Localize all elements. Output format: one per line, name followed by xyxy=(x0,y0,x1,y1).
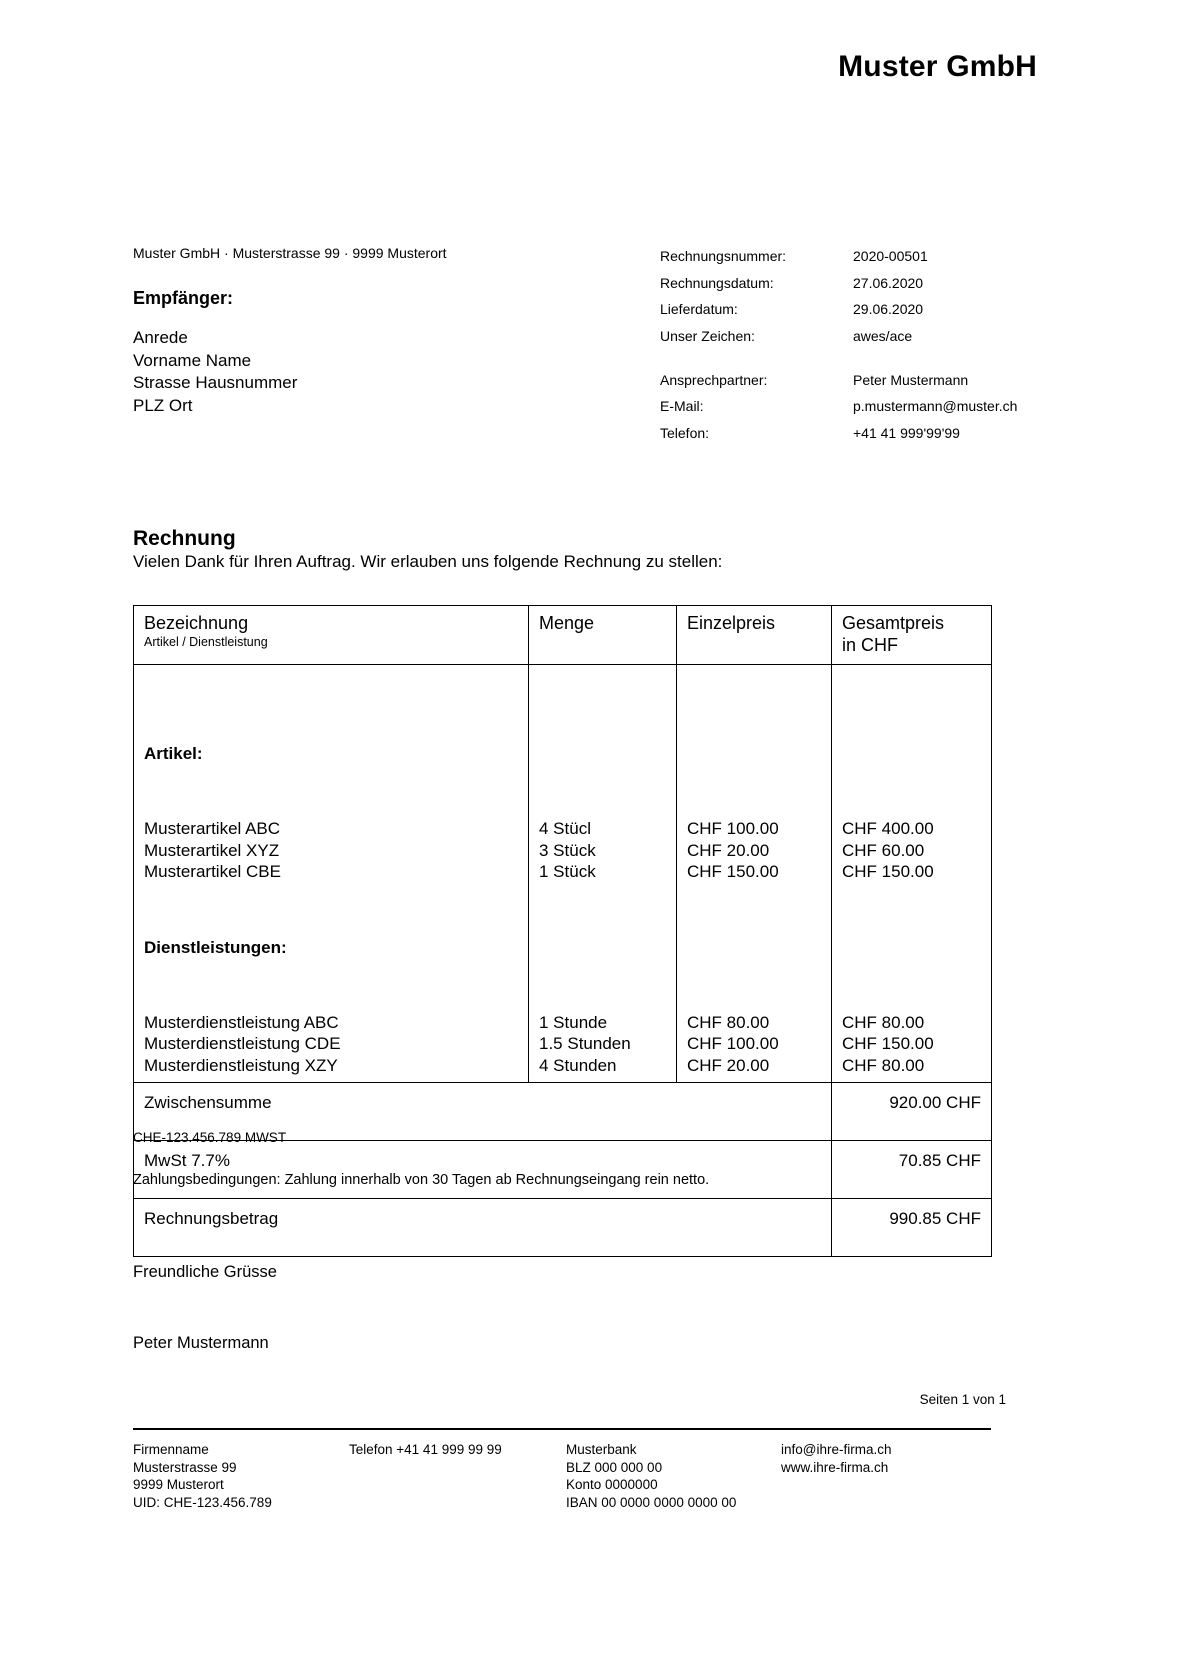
list-item: CHF 100.00 xyxy=(687,1034,779,1053)
footer-company-street: Musterstrasse 99 xyxy=(133,1459,237,1475)
list-item: Musterdienstleistung XZY xyxy=(144,1055,338,1075)
footer-column-contact xyxy=(781,1441,892,1476)
meta-row-reference xyxy=(660,328,1017,372)
payment-terms: Zahlungsbedingungen: Zahlung innerhalb von 30 Tagen ab Rechnungseingang rein netto. xyxy=(133,1172,710,1188)
list-item: 1.5 Stunden xyxy=(539,1034,631,1053)
footer-bank-iban: IBAN 00 0000 0000 0000 00 xyxy=(566,1494,737,1510)
page-counter: Seiten 1 von 1 xyxy=(919,1392,1006,1407)
vat-label: MwSt 7.7% xyxy=(134,1141,832,1199)
meta-row-invoice-number xyxy=(660,248,1017,275)
list-item: CHF 80.00 xyxy=(687,1012,770,1032)
table-header-total: Gesamtpreis in CHF xyxy=(832,606,992,665)
document-title: Rechnung xyxy=(133,527,236,550)
article-unit-prices xyxy=(687,764,823,883)
list-item: Musterartikel CBE xyxy=(144,862,281,881)
meta-label-delivery-date: Lieferdatum: xyxy=(660,301,738,317)
meta-label-phone: Telefon: xyxy=(660,424,710,441)
cell-quantities xyxy=(529,665,677,1083)
cell-line-totals xyxy=(832,665,992,1083)
line-items-table xyxy=(133,605,992,1257)
list-item: CHF 150.00 xyxy=(687,862,779,881)
meta-row-contact xyxy=(660,372,1017,399)
footer-column-company xyxy=(133,1441,272,1511)
total-value: 990.85 CHF xyxy=(832,1199,992,1257)
footer-phone: Telefon +41 41 999 99 99 xyxy=(349,1442,502,1457)
list-item: 1 Stunde xyxy=(539,1012,608,1032)
list-item: CHF 150.00 xyxy=(842,862,934,881)
subtotal-value: 920.00 CHF xyxy=(832,1083,992,1141)
footer-company-uid: UID: CHE-123.456.789 xyxy=(133,1494,272,1510)
sender-address-line: Muster GmbH · Musterstrasse 99 · 9999 Musterort xyxy=(133,245,447,261)
list-item: Musterdienstleistung CDE xyxy=(144,1034,341,1053)
recipient-salutation: Anrede xyxy=(133,328,188,347)
vat-identification-number: CHE-123.456.789 MWST xyxy=(133,1130,287,1145)
list-item: Musterartikel XYZ xyxy=(144,840,280,860)
invoice-meta-block xyxy=(660,248,1017,451)
meta-label-invoice-number: Rechnungsnummer: xyxy=(660,248,787,264)
list-item: CHF 20.00 xyxy=(687,1055,770,1075)
group-label-articles: Artikel: xyxy=(144,744,203,763)
meta-label-contact: Ansprechpartner: xyxy=(660,371,768,388)
recipient-street: Strasse Hausnummer xyxy=(133,373,298,393)
document-intro: Vielen Dank für Ihren Auftrag. Wir erlauben uns folgende Rechnung zu stellen: xyxy=(133,552,723,571)
meta-row-delivery-date xyxy=(660,301,1017,328)
service-unit-prices xyxy=(687,958,823,1077)
article-quantities xyxy=(539,764,668,883)
subtotal-label: Zwischensumme xyxy=(134,1083,832,1141)
list-item: 3 Stück xyxy=(539,840,596,860)
recipient-address xyxy=(133,327,297,417)
list-item: CHF 60.00 xyxy=(842,840,925,860)
article-totals xyxy=(842,764,983,883)
vat-value: 70.85 CHF xyxy=(832,1141,992,1199)
total-row xyxy=(134,1199,992,1257)
list-item: CHF 400.00 xyxy=(842,819,934,838)
meta-label-reference: Unser Zeichen: xyxy=(660,327,755,344)
company-logo: Muster GmbH xyxy=(838,50,1037,83)
meta-row-phone xyxy=(660,425,1017,452)
meta-value-email[interactable]: p.mustermann@muster.ch xyxy=(853,398,1018,414)
meta-value-delivery-date: 29.06.2020 xyxy=(853,301,924,317)
list-item: Musterartikel ABC xyxy=(144,819,281,838)
table-header-description xyxy=(134,606,529,665)
list-item: Musterdienstleistung ABC xyxy=(144,1012,339,1032)
list-item: CHF 80.00 xyxy=(842,1055,925,1075)
table-header-unit-price: Einzelpreis xyxy=(677,606,832,665)
meta-value-phone: +41 41 999'99'99 xyxy=(853,424,960,441)
footer-column-bank xyxy=(566,1441,736,1511)
meta-value-invoice-date: 27.06.2020 xyxy=(853,274,924,291)
cell-descriptions xyxy=(134,665,529,1083)
meta-value-invoice-number: 2020-00501 xyxy=(853,248,928,264)
closing-greeting: Freundliche Grüsse xyxy=(133,1263,277,1281)
footer-website[interactable]: www.ihre-firma.ch xyxy=(781,1459,889,1475)
recipient-heading: Empfänger: xyxy=(133,288,234,308)
meta-label-invoice-date: Rechnungsdatum: xyxy=(660,274,774,291)
table-header-description-main: Bezeichnung xyxy=(144,613,249,633)
meta-row-invoice-date xyxy=(660,275,1017,302)
list-item: 4 Stücl xyxy=(539,819,591,838)
recipient-name: Vorname Name xyxy=(133,350,252,370)
meta-label-email: E-Mail: xyxy=(660,398,704,414)
list-item: CHF 20.00 xyxy=(687,840,770,860)
recipient-city: PLZ Ort xyxy=(133,395,193,415)
footer-bank-blz: BLZ 000 000 00 xyxy=(566,1459,663,1475)
footer-column-phone xyxy=(349,1441,502,1459)
footer-bank-name: Musterbank xyxy=(566,1442,637,1457)
footer-divider xyxy=(133,1428,991,1430)
list-item: CHF 80.00 xyxy=(842,1012,925,1032)
cell-unit-prices xyxy=(677,665,832,1083)
total-label: Rechnungsbetrag xyxy=(134,1199,832,1257)
footer-company-name: Firmenname xyxy=(133,1442,209,1457)
group-label-services: Dienstleistungen: xyxy=(144,937,287,957)
list-item: CHF 150.00 xyxy=(842,1034,934,1053)
footer-email[interactable]: info@ihre-firma.ch xyxy=(781,1442,892,1457)
table-body-row xyxy=(134,665,992,1083)
footer-bank-account: Konto 0000000 xyxy=(566,1477,658,1492)
list-item: CHF 100.00 xyxy=(687,819,779,838)
table-header-row xyxy=(134,606,992,665)
article-descriptions xyxy=(144,764,520,883)
signature-name: Peter Mustermann xyxy=(133,1334,269,1352)
meta-row-email xyxy=(660,398,1017,425)
service-quantities xyxy=(539,958,668,1077)
list-item: 4 Stunden xyxy=(539,1055,617,1075)
table-header-quantity: Menge xyxy=(529,606,677,665)
vat-row xyxy=(134,1141,992,1199)
table-header-description-sub: Artikel / Dienstleistung xyxy=(144,635,268,649)
footer-company-city: 9999 Musterort xyxy=(133,1477,224,1492)
meta-value-contact: Peter Mustermann xyxy=(853,371,969,388)
service-totals xyxy=(842,958,983,1077)
list-item: 1 Stück xyxy=(539,862,596,881)
service-descriptions xyxy=(144,958,520,1077)
meta-value-reference: awes/ace xyxy=(853,327,913,344)
